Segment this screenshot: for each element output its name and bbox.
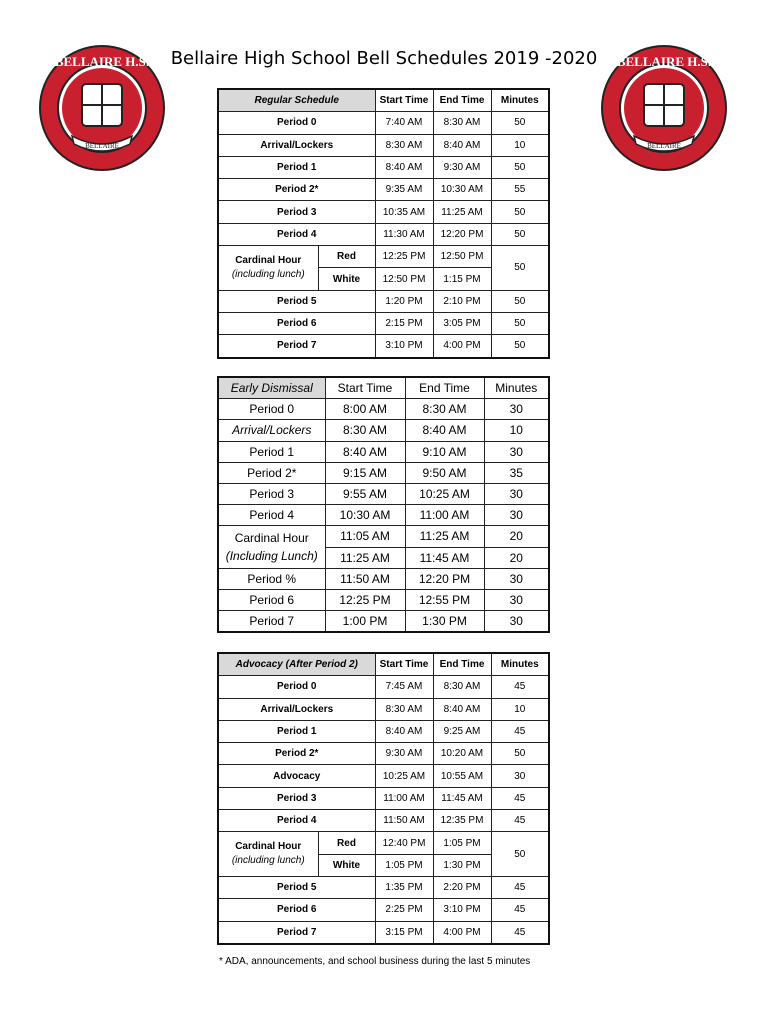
table-row <box>218 156 549 178</box>
start-time: 8:30 AM <box>325 420 405 441</box>
period-label: Period 6 <box>218 589 325 610</box>
minutes: 45 <box>491 720 549 742</box>
period-label: Arrival/Lockers <box>218 698 375 720</box>
table-row <box>218 676 549 698</box>
end-time: 10:25 AM <box>405 483 484 504</box>
seal-arc-text: BELLAIRE H.S. <box>54 54 150 69</box>
period-label: Period 7 <box>218 921 375 944</box>
advocacy-schedule-table <box>217 652 550 945</box>
table-row <box>218 832 549 854</box>
start-time: 10:25 AM <box>375 765 433 787</box>
seal-banner-text: BELLAIRE <box>85 142 119 150</box>
start-time: 1:00 PM <box>325 611 405 633</box>
cardinal-hour-subtitle: (including lunch) <box>231 268 305 280</box>
end-time: 11:00 AM <box>405 505 484 526</box>
col-header: End Time <box>433 89 491 112</box>
table-header-row <box>218 653 549 676</box>
start-time: 11:00 AM <box>375 787 433 809</box>
minutes: 50 <box>491 335 549 358</box>
table-row <box>218 483 549 504</box>
table-row <box>218 765 549 787</box>
table-row <box>218 462 549 483</box>
minutes: 20 <box>484 547 549 568</box>
table-row <box>218 921 549 944</box>
minutes: 10 <box>491 134 549 156</box>
early-dismissal-table <box>217 376 550 633</box>
regular-schedule-table <box>217 88 550 359</box>
end-time: 4:00 PM <box>433 335 491 358</box>
early-rows <box>218 377 549 632</box>
period-label: Arrival/Lockers <box>218 420 325 441</box>
table-row <box>218 335 549 358</box>
cardinal-hour-label <box>218 246 318 291</box>
start-time: 11:50 AM <box>375 810 433 832</box>
period-label: Period 5 <box>218 876 375 898</box>
end-time: 12:20 PM <box>433 223 491 245</box>
table-row <box>218 743 549 765</box>
minutes: 30 <box>484 441 549 462</box>
table-row <box>218 787 549 809</box>
footnote: * ADA, announcements, and school business during the last 5 minutes <box>219 956 531 967</box>
period-label: Period 1 <box>218 441 325 462</box>
cardinal-hour-title: Cardinal Hour <box>235 841 302 853</box>
end-time: 1:30 PM <box>405 611 484 633</box>
minutes: 45 <box>491 876 549 898</box>
end-time: 12:55 PM <box>405 589 484 610</box>
start-time: 12:50 PM <box>375 268 433 290</box>
end-time: 1:15 PM <box>433 268 491 290</box>
start-time: 7:40 AM <box>375 112 433 134</box>
minutes: 20 <box>484 526 549 547</box>
end-time: 2:20 PM <box>433 876 491 898</box>
period-label: Period 7 <box>218 335 375 358</box>
table-title: Early Dismissal <box>218 377 325 399</box>
end-time: 4:00 PM <box>433 921 491 944</box>
start-time: 8:30 AM <box>375 134 433 156</box>
table-header-row <box>218 377 549 399</box>
period-label: Period 3 <box>218 483 325 504</box>
end-time: 11:25 AM <box>433 201 491 223</box>
start-time: 8:00 AM <box>325 399 405 420</box>
period-label: Period 4 <box>218 505 325 526</box>
start-time: 9:30 AM <box>375 743 433 765</box>
col-header: End Time <box>405 377 484 399</box>
table-row <box>218 112 549 134</box>
table-row <box>218 312 549 334</box>
start-time: 2:25 PM <box>375 899 433 921</box>
col-header: Start Time <box>325 377 405 399</box>
end-time: 9:50 AM <box>405 462 484 483</box>
table-row <box>218 223 549 245</box>
table-row <box>218 589 549 610</box>
minutes: 30 <box>484 568 549 589</box>
start-time: 8:40 AM <box>375 720 433 742</box>
school-seal-logo-right <box>600 44 728 172</box>
table-row <box>218 201 549 223</box>
table-row <box>218 611 549 633</box>
start-time: 12:40 PM <box>375 832 433 854</box>
minutes: 50 <box>491 312 549 334</box>
table-row <box>218 420 549 441</box>
table-row <box>218 246 549 268</box>
start-time: 12:25 PM <box>375 246 433 268</box>
lunch-group-red: Red <box>318 246 375 268</box>
end-time: 12:50 PM <box>433 246 491 268</box>
start-time: 11:25 AM <box>325 547 405 568</box>
col-header: Minutes <box>491 653 549 676</box>
period-label: Period 3 <box>218 787 375 809</box>
start-time: 1:20 PM <box>375 290 433 312</box>
table-row <box>218 399 549 420</box>
start-time: 8:40 AM <box>375 156 433 178</box>
cardinal-hour-subtitle: (Including Lunch) <box>225 549 318 563</box>
start-time: 7:45 AM <box>375 676 433 698</box>
minutes: 45 <box>491 676 549 698</box>
col-header: Minutes <box>491 89 549 112</box>
period-label: Period 4 <box>218 223 375 245</box>
table-row <box>218 720 549 742</box>
end-time: 11:45 AM <box>433 787 491 809</box>
end-time: 12:35 PM <box>433 810 491 832</box>
end-time: 10:30 AM <box>433 179 491 201</box>
period-label: Period 1 <box>218 156 375 178</box>
table-row <box>218 899 549 921</box>
period-label: Period 5 <box>218 290 375 312</box>
cardinal-hour-subtitle: (including lunch) <box>231 855 305 867</box>
minutes: 30 <box>491 765 549 787</box>
end-time: 8:40 AM <box>433 134 491 156</box>
start-time: 9:55 AM <box>325 483 405 504</box>
minutes: 30 <box>484 399 549 420</box>
col-header: End Time <box>433 653 491 676</box>
minutes: 45 <box>491 787 549 809</box>
start-time: 3:15 PM <box>375 921 433 944</box>
end-time: 11:45 AM <box>405 547 484 568</box>
minutes: 30 <box>484 589 549 610</box>
minutes: 50 <box>491 246 549 291</box>
start-time: 1:35 PM <box>375 876 433 898</box>
end-time: 1:30 PM <box>433 854 491 876</box>
cardinal-hour-title: Cardinal Hour <box>234 531 309 545</box>
minutes: 35 <box>484 462 549 483</box>
start-time: 9:15 AM <box>325 462 405 483</box>
table-row <box>218 568 549 589</box>
table-row <box>218 441 549 462</box>
end-time: 8:40 AM <box>405 420 484 441</box>
start-time: 3:10 PM <box>375 335 433 358</box>
start-time: 9:35 AM <box>375 179 433 201</box>
end-time: 8:40 AM <box>433 698 491 720</box>
period-label: Period 7 <box>218 611 325 633</box>
seal-banner-text: BELLAIRE <box>647 142 681 150</box>
period-label: Period 2* <box>218 462 325 483</box>
end-time: 9:10 AM <box>405 441 484 462</box>
end-time: 10:20 AM <box>433 743 491 765</box>
table-row <box>218 698 549 720</box>
table-row <box>218 810 549 832</box>
table-header-row <box>218 89 549 112</box>
lunch-group-white: White <box>318 854 375 876</box>
minutes: 45 <box>491 810 549 832</box>
period-label: Period 1 <box>218 720 375 742</box>
col-header: Minutes <box>484 377 549 399</box>
col-header: Start Time <box>375 653 433 676</box>
minutes: 30 <box>484 505 549 526</box>
start-time: 10:35 AM <box>375 201 433 223</box>
end-time: 12:20 PM <box>405 568 484 589</box>
end-time: 3:10 PM <box>433 899 491 921</box>
start-time: 10:30 AM <box>325 505 405 526</box>
minutes: 50 <box>491 156 549 178</box>
end-time: 10:55 AM <box>433 765 491 787</box>
regular-rows <box>218 89 549 358</box>
start-time: 8:40 AM <box>325 441 405 462</box>
lunch-group-red: Red <box>318 832 375 854</box>
minutes: 50 <box>491 743 549 765</box>
start-time: 11:05 AM <box>325 526 405 547</box>
start-time: 12:25 PM <box>325 589 405 610</box>
period-label: Period 0 <box>218 676 375 698</box>
minutes: 10 <box>484 420 549 441</box>
start-time: 11:30 AM <box>375 223 433 245</box>
end-time: 11:25 AM <box>405 526 484 547</box>
cardinal-hour-label <box>218 526 325 568</box>
end-time: 8:30 AM <box>405 399 484 420</box>
cardinal-hour-title: Cardinal Hour <box>235 254 302 266</box>
end-time: 8:30 AM <box>433 676 491 698</box>
table-title: Advocacy (After Period 2) <box>218 653 375 676</box>
cardinal-hour-label <box>218 832 318 877</box>
minutes: 50 <box>491 201 549 223</box>
period-label: Period 0 <box>218 112 375 134</box>
period-label: Period % <box>218 568 325 589</box>
period-label: Period 6 <box>218 312 375 334</box>
period-label: Period 3 <box>218 201 375 223</box>
minutes: 10 <box>491 698 549 720</box>
seal-arc-text: BELLAIRE H.S. <box>616 54 712 69</box>
minutes: 55 <box>491 179 549 201</box>
period-label: Advocacy <box>218 765 375 787</box>
period-label: Period 6 <box>218 899 375 921</box>
minutes: 30 <box>484 611 549 633</box>
period-label: Period 2* <box>218 743 375 765</box>
minutes: 45 <box>491 899 549 921</box>
minutes: 30 <box>484 483 549 504</box>
start-time: 1:05 PM <box>375 854 433 876</box>
start-time: 8:30 AM <box>375 698 433 720</box>
minutes: 50 <box>491 832 549 877</box>
lunch-group-white: White <box>318 268 375 290</box>
table-row <box>218 134 549 156</box>
table-row <box>218 526 549 547</box>
table-row <box>218 179 549 201</box>
end-time: 2:10 PM <box>433 290 491 312</box>
end-time: 9:25 AM <box>433 720 491 742</box>
start-time: 11:50 AM <box>325 568 405 589</box>
end-time: 1:05 PM <box>433 832 491 854</box>
end-time: 3:05 PM <box>433 312 491 334</box>
table-title: Regular Schedule <box>218 89 375 112</box>
end-time: 8:30 AM <box>433 112 491 134</box>
period-label: Arrival/Lockers <box>218 134 375 156</box>
minutes: 50 <box>491 290 549 312</box>
minutes: 45 <box>491 921 549 944</box>
page-title: Bellaire High School Bell Schedules 2019 -2020 <box>170 48 598 69</box>
end-time: 9:30 AM <box>433 156 491 178</box>
period-label: Period 0 <box>218 399 325 420</box>
table-row <box>218 876 549 898</box>
period-label: Period 4 <box>218 810 375 832</box>
minutes: 50 <box>491 112 549 134</box>
school-seal-logo <box>38 44 166 172</box>
advocacy-rows <box>218 653 549 944</box>
period-label: Period 2* <box>218 179 375 201</box>
start-time: 2:15 PM <box>375 312 433 334</box>
minutes: 50 <box>491 223 549 245</box>
col-header: Start Time <box>375 89 433 112</box>
table-row <box>218 290 549 312</box>
table-row <box>218 505 549 526</box>
